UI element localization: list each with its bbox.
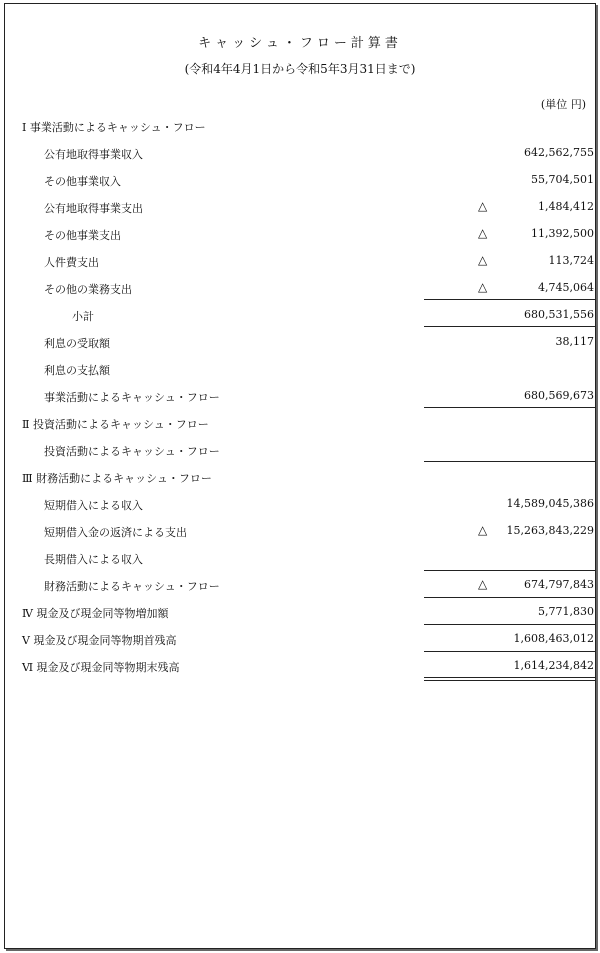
table-row [0, 248, 600, 275]
table-row [0, 356, 600, 383]
table-row [0, 383, 600, 410]
row-amount: 1,608,463,012 [513, 632, 594, 645]
statement-title: キャッシュ・フロー計算書 [198, 36, 402, 51]
row-label: Ⅰ 事業活動によるキャッシュ・フロー [22, 121, 206, 134]
row-label: その他事業収入 [44, 175, 121, 188]
row-label: 短期借入金の返済による支出 [44, 526, 187, 539]
row-label: 公有地取得事業収入 [44, 148, 143, 161]
negative-marker: △ [478, 226, 488, 240]
row-label: 小計 [72, 310, 94, 323]
financing-rule-top [424, 570, 596, 571]
row-amount: 14,589,045,386 [506, 497, 594, 510]
table-row [0, 329, 600, 356]
opening-rule [424, 651, 596, 652]
row-amount: 55,704,501 [531, 173, 594, 186]
table-row [0, 572, 600, 599]
subtotal-rule [424, 299, 596, 300]
row-label: その他の業務支出 [44, 283, 132, 296]
table-row [0, 437, 600, 464]
table-row [0, 140, 600, 167]
closing-double-rule [424, 677, 596, 681]
table-row [0, 410, 600, 437]
negative-marker: △ [478, 523, 488, 537]
row-label: Ⅱ 投資活動によるキャッシュ・フロー [22, 418, 209, 431]
negative-marker: △ [478, 280, 488, 294]
row-amount: 5,771,830 [538, 605, 594, 618]
operating-total-rule [424, 407, 596, 408]
negative-marker: △ [478, 253, 488, 267]
row-label: Ⅲ 財務活動によるキャッシュ・フロー [22, 472, 212, 485]
table-row [0, 626, 600, 653]
negative-marker: △ [478, 199, 488, 213]
row-label: 公有地取得事業支出 [44, 202, 143, 215]
row-label: 財務活動によるキャッシュ・フロー [44, 580, 220, 593]
row-amount: 113,724 [548, 254, 594, 267]
row-amount: 642,562,755 [524, 146, 594, 159]
statement-period: (令和4年4月1日から令和5年3月31日まで) [184, 62, 416, 76]
subtotal-underline [424, 326, 596, 327]
row-label: 投資活動によるキャッシュ・フロー [44, 445, 220, 458]
increase-rule [424, 624, 596, 625]
table-row [0, 275, 600, 302]
investing-total-rule [424, 461, 596, 462]
row-label: Ⅵ 現金及び現金同等物期末残高 [22, 661, 180, 674]
row-label: 短期借入による収入 [44, 499, 143, 512]
table-row [0, 221, 600, 248]
table-row [0, 518, 600, 545]
row-label: 事業活動によるキャッシュ・フロー [44, 391, 220, 404]
row-amount: 674,797,843 [524, 578, 594, 591]
row-amount: 4,745,064 [538, 281, 594, 294]
table-row [0, 302, 600, 329]
row-label: 利息の支払額 [44, 364, 110, 377]
table-row [0, 545, 600, 572]
row-amount: 680,569,673 [524, 389, 594, 402]
unit-label: (単位 円) [540, 98, 586, 111]
row-amount: 38,117 [555, 335, 594, 348]
row-label: Ⅳ 現金及び現金同等物増加額 [22, 607, 169, 620]
table-row [0, 599, 600, 626]
row-amount: 15,263,843,229 [506, 524, 594, 537]
financing-rule-bottom [424, 597, 596, 598]
table-row [0, 653, 600, 680]
row-label: その他事業支出 [44, 229, 121, 242]
table-row [0, 464, 600, 491]
table-row [0, 167, 600, 194]
table-row [0, 194, 600, 221]
negative-marker: △ [478, 577, 488, 591]
row-amount: 1,614,234,842 [513, 659, 594, 672]
row-label: Ⅴ 現金及び現金同等物期首残高 [22, 634, 177, 647]
table-row [0, 113, 600, 140]
row-label: 人件費支出 [44, 256, 99, 269]
row-amount: 1,484,412 [538, 200, 594, 213]
row-label: 長期借入による収入 [44, 553, 143, 566]
row-amount: 11,392,500 [531, 227, 594, 240]
row-amount: 680,531,556 [524, 308, 594, 321]
table-row [0, 491, 600, 518]
row-label: 利息の受取額 [44, 337, 110, 350]
